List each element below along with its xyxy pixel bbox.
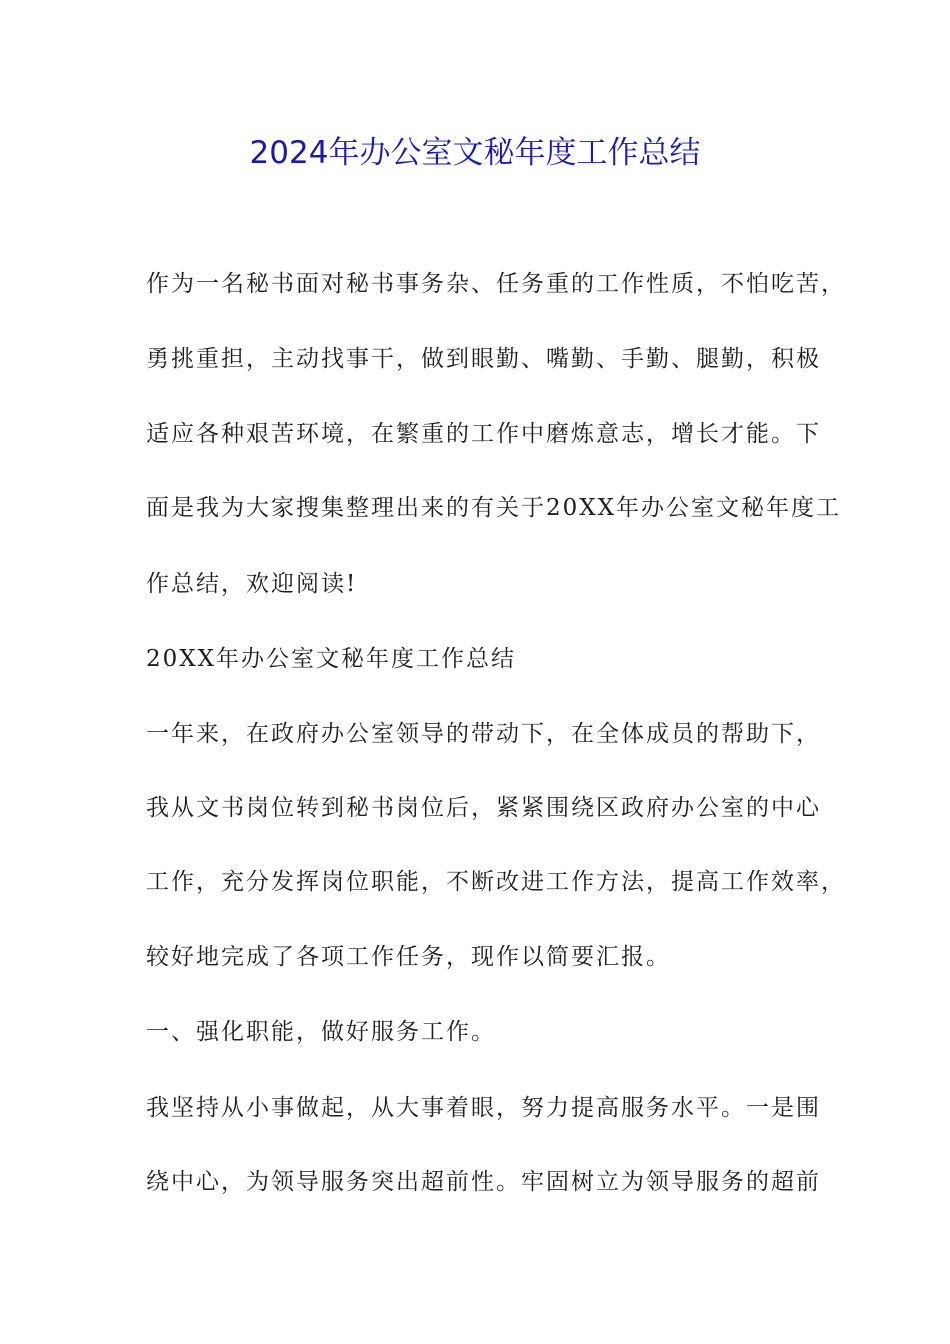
text-line: 我坚持从小事做起，从大事着眼，努力提高服务水平。一是围	[146, 1095, 821, 1121]
text-line: 我从文书岗位转到秘书岗位后，紧紧围绕区政府办公室的中心	[146, 795, 821, 821]
text-line: 作为一名秘书面对秘书事务杂、任务重的工作性质，不怕吃苦，	[146, 271, 846, 297]
section-heading: 20XX年办公室文秘年度工作总结	[146, 646, 517, 672]
text-line: 面是我为大家搜集整理出来的有关于20XX年办公室文秘年度工	[146, 495, 842, 521]
text-line: 工作，充分发挥岗位职能，不断改进工作方法，提高工作效率，	[146, 869, 846, 895]
text-line: 适应各种艰苦环境，在繁重的工作中磨炼意志，增长才能。下	[146, 421, 821, 447]
text-line: 勇挑重担，主动找事干，做到眼勤、嘴勤、手勤、腿勤，积极	[146, 346, 821, 372]
text-line: 较好地完成了各项工作任务，现作以简要汇报。	[146, 944, 671, 970]
document-title: 2024年办公室文秘年度工作总结	[249, 135, 701, 171]
text-line: 作总结，欢迎阅读!	[146, 571, 358, 597]
text-line: 一年来，在政府办公室领导的带动下，在全体成员的帮助下，	[146, 721, 821, 747]
section-heading: 一、强化职能，做好服务工作。	[146, 1019, 496, 1045]
text-line: 绕中心，为领导服务突出超前性。牢固树立为领导服务的超前	[146, 1169, 821, 1195]
